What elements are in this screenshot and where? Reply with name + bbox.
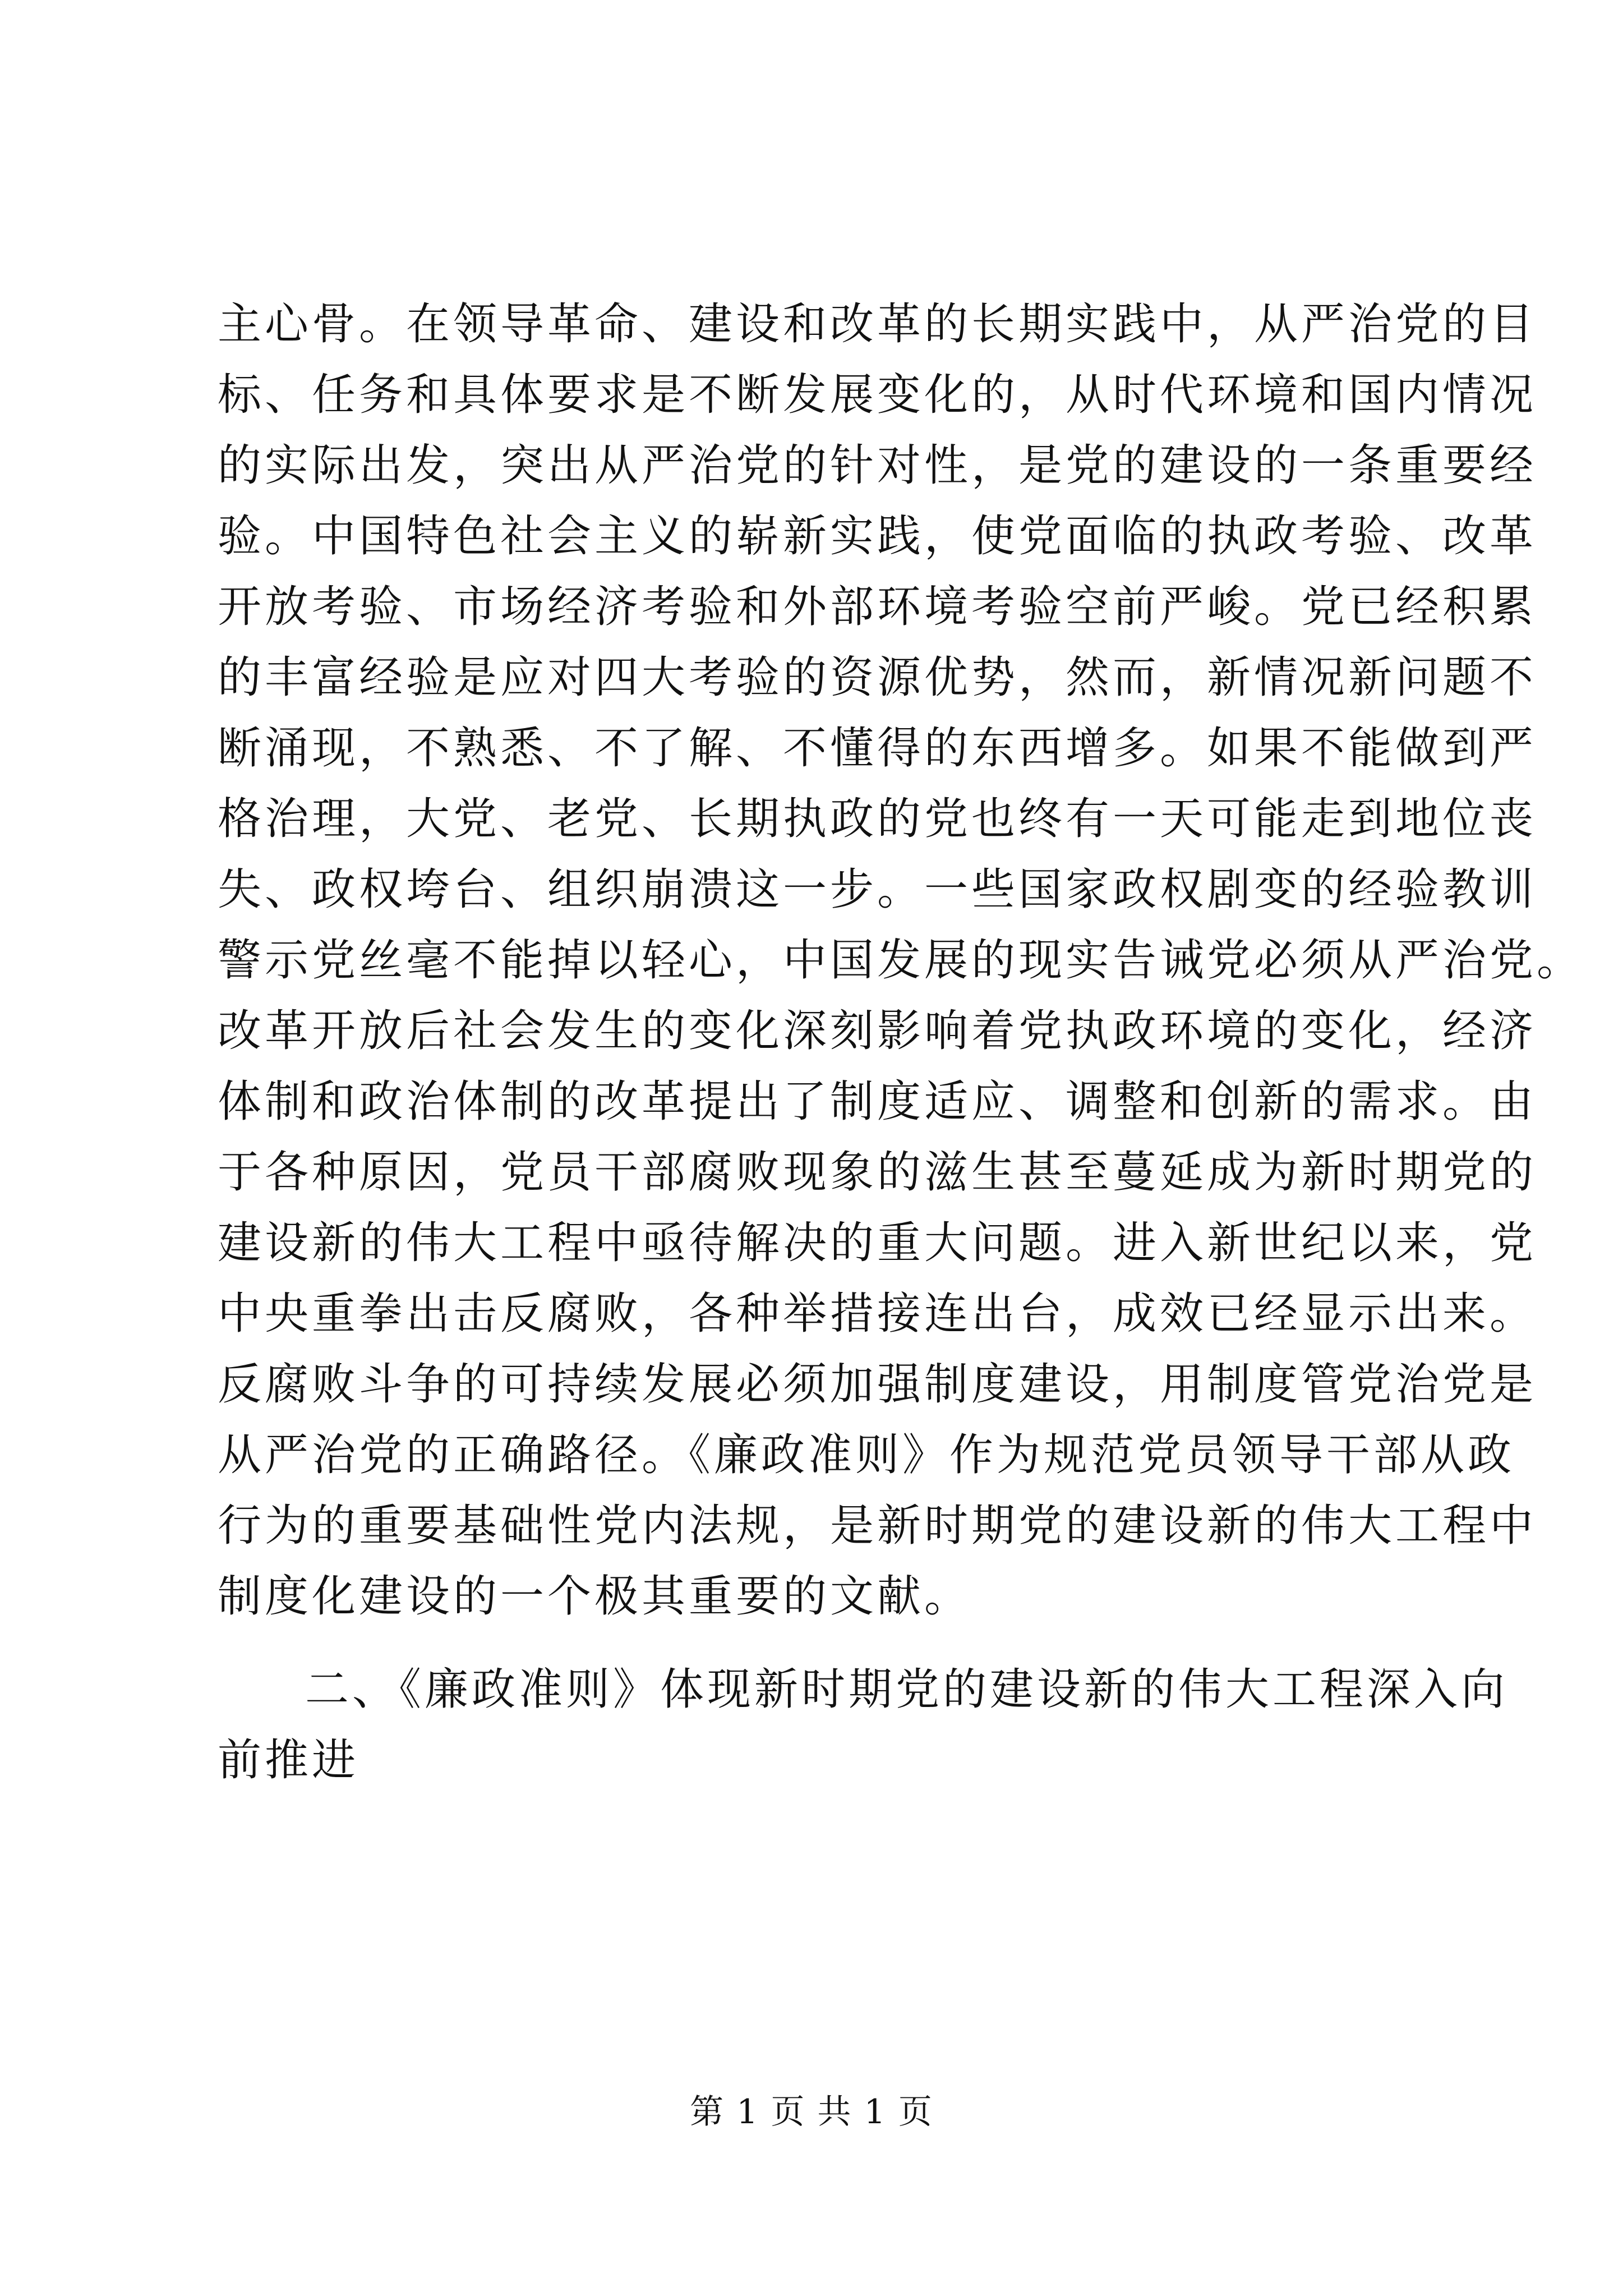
section-heading-line: 二、《廉政准则》体现新时期党的建设新的伟大工程深入向: [305, 1664, 1509, 1715]
paragraph-line: 断涌现，不熟悉、不了解、不懂得的东西增多。如果不能做到严: [218, 723, 1537, 774]
paragraph-line: 行为的重要基础性党内法规，是新时期党的建设新的伟大工程中: [218, 1501, 1537, 1551]
paragraph-line: 的实际出发，突出从严治党的针对性，是党的建设的一条重要经: [218, 440, 1537, 491]
paragraph-line: 主心骨。在领导革命、建设和改革的长期实践中，从严治党的目: [218, 299, 1537, 349]
paragraph-line: 开放考验、市场经济考验和外部环境考验空前严峻。党已经积累: [218, 582, 1537, 632]
paragraph-line: 警示党丝毫不能掉以轻心，中国发展的现实告诫党必须从严治党。: [218, 935, 1584, 986]
paragraph-line: 验。中国特色社会主义的崭新实践，使党面临的执政考验、改革: [218, 511, 1537, 562]
paragraph-line: 改革开放后社会发生的变化深刻影响着党执政环境的变化，经济: [218, 1006, 1537, 1056]
paragraph-line: 失、政权垮台、组织崩溃这一步。一些国家政权剧变的经验教训: [218, 864, 1537, 915]
paragraph-line: 的丰富经验是应对四大考验的资源优势，然而，新情况新问题不: [218, 652, 1537, 703]
paragraph-line: 建设新的伟大工程中亟待解决的重大问题。进入新世纪以来，党: [218, 1218, 1537, 1268]
paragraph-line: 中央重拳出击反腐败，各种举措接连出台，成效已经显示出来。: [218, 1289, 1537, 1339]
paragraph-line: 格治理，大党、老党、长期执政的党也终有一天可能走到地位丧: [218, 794, 1537, 844]
paragraph-line: 从严治党的正确路径。《廉政准则》作为规范党员领导干部从政: [218, 1430, 1515, 1480]
paragraph-line: 反腐败斗争的可持续发展必须加强制度建设，用制度管党治党是: [218, 1359, 1537, 1410]
page-footer: 第 1 页 共 1 页: [690, 2092, 933, 2132]
paragraph-line: 于各种原因，党员干部腐败现象的滋生甚至蔓延成为新时期党的: [218, 1147, 1537, 1198]
paragraph-line: 制度化建设的一个极其重要的文献。: [218, 1571, 972, 1622]
paragraph-line: 体制和政治体制的改革提出了制度适应、调整和创新的需求。由: [218, 1076, 1537, 1127]
body-text: [218, 289, 1584, 1796]
section-heading-line: 前推进: [218, 1735, 359, 1786]
paragraph-line: 标、任务和具体要求是不断发展变化的，从时代环境和国内情况: [218, 370, 1537, 420]
